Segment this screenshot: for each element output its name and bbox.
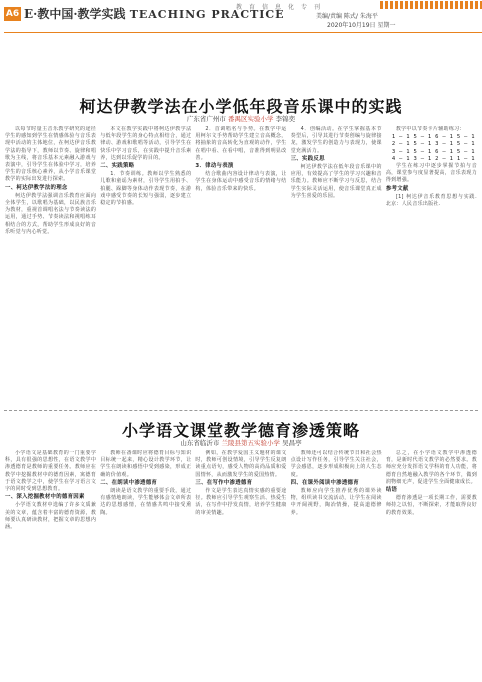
- notation-line: 2 — 1 5 — 1 3 — 1 5 — 1: [391, 141, 475, 148]
- article2-column: [386, 450, 477, 678]
- paragraph: 教师应向学生推荐优秀的课外读物，组织读书交流活动，让学生在阅读中开阔视野，陶冶情操，提高道德修养。: [290, 488, 382, 516]
- page-header: [0, 0, 482, 34]
- article1-title: 柯达伊教学法在小学低年段音乐课中的实践: [79, 97, 403, 116]
- section-heading: 四、在课外阅读中渗透德育: [290, 479, 359, 486]
- section-heading: 结语: [385, 487, 398, 494]
- paragraph: 学生在练习中逐步掌握节拍与音高，课堂参与度显著提高，音乐表现力得到增强。: [385, 163, 478, 184]
- paragraph: 总之，在小学语文教学中渗透德育，是新时代语文教学的必然要求。教师应充分发挥语文学科的育人功能，将德育自然地融入教学的各个环节，做到润物细无声，促进学生全面健康成长。: [385, 450, 478, 485]
- article1-author: 李锦奕: [275, 115, 296, 123]
- article2-school: 兰陵县第五实验小学: [221, 439, 280, 447]
- section-heading: 一、柯达伊教学法的理念: [5, 184, 68, 191]
- paragraph: 德育渗透是一项长期工作，需要教师持之以恒，不断探索，才能取得良好的教育效果。: [385, 495, 478, 516]
- article1-column: [195, 126, 286, 408]
- paragraph: 以每节时量主音乐教学研究的途径学生的感知到学生在情感体验与音乐表现中活动的主体地位，在柯达伊音乐教学法的指导下，教师以节奏、旋律和唱歌为主线，将音乐基本元素融入游戏与表演中，引导学生在体验中学习，培养学生的音乐核心素养，从小学音乐课堂教学的实际出发进行探索。: [5, 126, 97, 183]
- editor-line: 美编/责编 陈式/ 朱海平: [316, 13, 378, 20]
- paragraph: 朗读是语文教学的重要手段，通过有感情地朗读，学生能够体会文章所表达的思想感情，在情感共鸣中接受熏陶。: [100, 488, 192, 516]
- paragraph: 小学语文教材中选编了许多文质兼美的文章，蕴含着丰富的德育资源，教师要认真研读教材，把握文章的思想内涵。: [5, 502, 97, 531]
- paragraph: 教师还可以结合传统节日和社会热点设计写作任务，引导学生关注社会，学会感恩，逐步形成积极向上的人生态度。: [290, 450, 382, 478]
- section-heading: 参考文献: [385, 185, 409, 192]
- section-name-cn: E·教中国·教学实践: [24, 7, 126, 21]
- paragraph: 结合歌曲内容设计律动与表演，让学生在身体运动中感受音乐的情绪与结构，体验音乐带来的快乐。: [195, 171, 287, 192]
- paragraph: 小学语文是基础教育的一门重要学科，具有很强的思想性，在语文教学中渗透德育是教师的重要任务。教师应在教学中挖掘教材中的德育因素，寓德育于语文教学之中，使学生在学习语言文字的同时受到思想教育。: [5, 450, 97, 493]
- article2-column: [195, 450, 286, 678]
- paragraph: 1．节奏训练。教师以学生熟悉的儿歌和童谣为素材，引导学生用拍手、拍腿、跺脚等身体动作表现节奏，在游戏中感受节奏的长短与强弱，逐步建立稳定的节拍感。: [100, 171, 192, 207]
- paragraph: 4．创编活动。在学生掌握基本节奏型后，引导其进行节奏创编与旋律接龙，激发学生的创造力与表现力，使课堂充满活力。: [290, 126, 382, 154]
- article2-column: [291, 450, 382, 678]
- paragraph: 本文在教学实践中将柯达伊教学法与低年段学生的身心特点相结合，通过律动、游戏和歌唱等活动，引导学生在快乐中学习音乐，在实践中提升音乐素养，达到以乐促学的目的。: [100, 126, 192, 161]
- paragraph: 例如，在教学爱国主义题材的课文时，教师可创设情境，引导学生反复朗读重点语句，感受人物的高尚品质和爱国情怀，从而激发学生的爱国热情。: [195, 450, 287, 478]
- date-line: 2020年10月19日 星期一: [327, 22, 396, 29]
- section-heading: 三、在写作中渗透德育: [195, 479, 253, 486]
- article2-author: 吴昌亭: [282, 439, 302, 447]
- section-heading: 二、在朗读中渗透德育: [100, 479, 158, 486]
- article1-column: [5, 126, 96, 408]
- article2-body: [5, 450, 477, 678]
- paragraph: 柯达伊教学法在低年段音乐课中的应用，有效提高了学生的学习兴趣和音乐能力。教师应不断学习与反思，结合学生实际灵活运用，使音乐课堂真正成为学生喜爱的乐园。: [290, 164, 382, 199]
- article-separator: [4, 410, 478, 411]
- paragraph: 教学中以节奏卡片辅助练习：: [395, 126, 465, 132]
- section-heading: 二、实践策略: [100, 163, 135, 170]
- notation-line: 1 — 1 5 — 1 6 — 1 5 — 1: [391, 134, 475, 141]
- paragraph: [1] 柯达伊音乐教育思想与实践. 北京：人民音乐出版社.: [385, 193, 478, 208]
- page-number: A6: [5, 9, 20, 19]
- paragraph: 作文是学生表达真情实感的重要途径。教师应引导学生观察生活、热爱生活，在写作中抒发真情，培养学生健康的审美情趣。: [195, 488, 287, 516]
- paragraph: 2．首调唱名与手势。在教学中运用柯尔文手势帮助学生建立音高概念，将抽象的音高转化为直观的动作，学生在唱中看、在看中唱，音准得到明显改善。: [195, 126, 287, 161]
- article2-title: 小学语文课堂教学德育渗透策略: [121, 421, 360, 440]
- article1-body: [5, 126, 477, 408]
- article2-column: [5, 450, 96, 678]
- article1-column: [291, 126, 382, 408]
- article1-column: [386, 126, 477, 408]
- section-name-en: TEACHING PRACTICE: [129, 8, 285, 21]
- header-stripe: [380, 1, 482, 9]
- article2-city: 山东省临沂市: [180, 439, 220, 447]
- header-rule: [4, 32, 482, 33]
- article1-school: 番禺区实验小学: [228, 115, 274, 123]
- section-heading: 一、深入挖掘教材中的德育因素: [5, 494, 85, 501]
- notation-line: 3 — 1 5 — 1 6 — 1 5 — 1: [391, 148, 475, 155]
- article1-city: 广东省广州市: [186, 115, 226, 123]
- section-heading: 三、实践反思: [290, 155, 325, 162]
- article2-byline: [0, 438, 482, 447]
- paragraph: 柯达伊教学法强调音乐教育应面向全体学生，以歌唱为基础，以民族音乐为教材，重视首调唱名法与节奏读法的运用，通过手势、节奏读法和视唱练耳相结合的方式，帮助学生形成良好的音乐听觉与内心听觉。: [5, 192, 97, 235]
- header-motto: 教育信息化专刊: [236, 4, 328, 11]
- article2-column: [100, 450, 191, 678]
- notation-line: 4 — 1 3 — 1 2 — 1 1 — 1: [391, 155, 475, 162]
- section-heading: 3．律动与表演: [195, 163, 234, 170]
- paragraph: 教师在备课时应将德育目标与知识目标统一起来，精心设计教学环节，让学生在朗读和感悟中受到感染，形成正确的价值观。: [100, 450, 192, 478]
- article1-column: [100, 126, 191, 408]
- article1-byline: [0, 114, 482, 123]
